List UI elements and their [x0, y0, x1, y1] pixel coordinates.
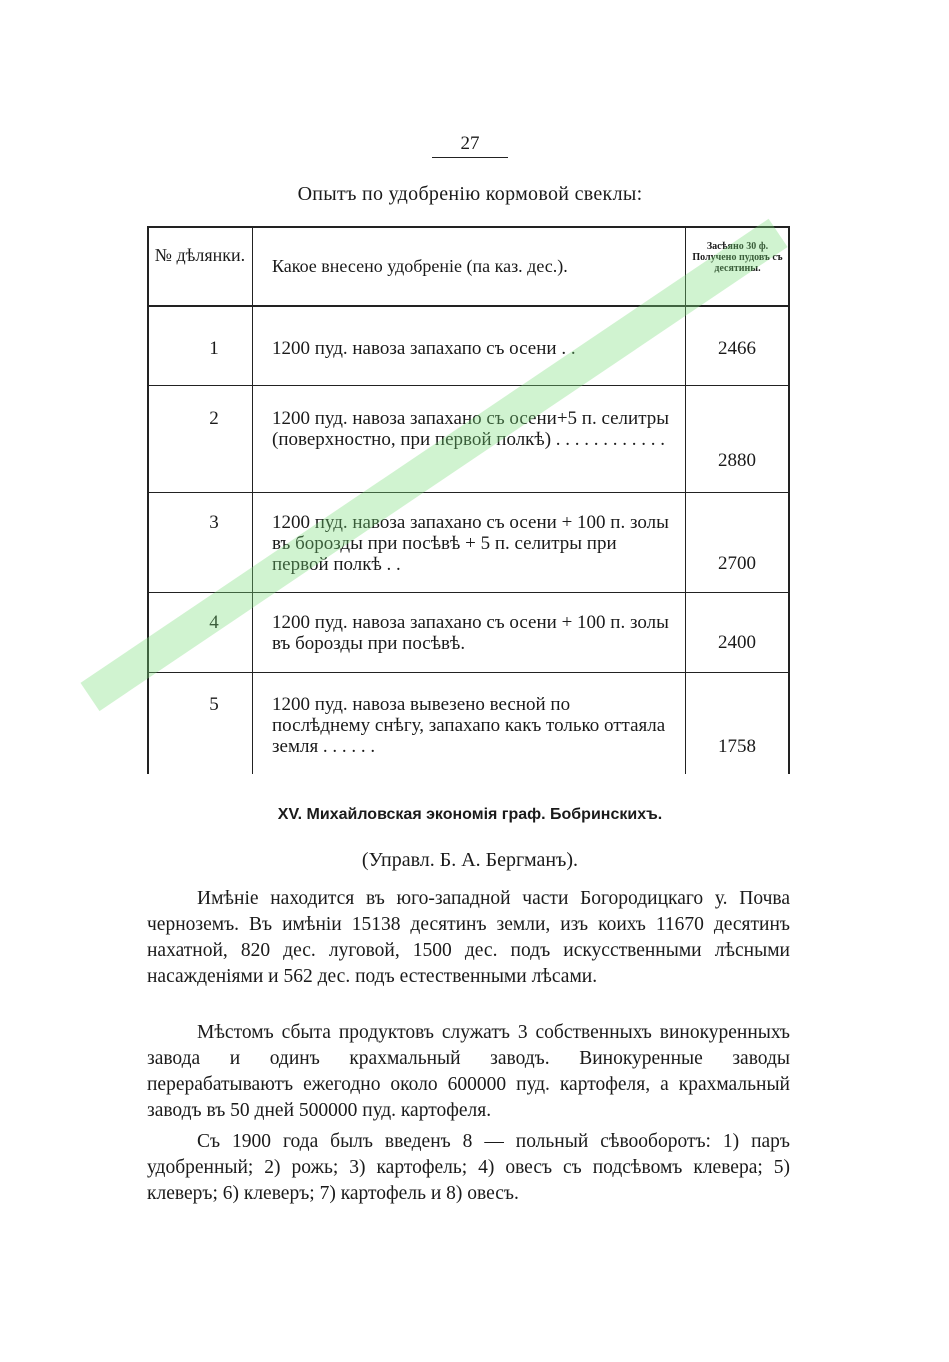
page-number: 27	[460, 133, 480, 154]
paragraph-rotation: Съ 1900 года былъ введенъ 8 — польный сѣвооборотъ: 1) паръ удобренный; 2) рожь; 3) картофель; 4) овесъ съ подсѣвомъ клевера; 5) клеверъ; 6) клеверъ; 7) картофель и 8) овесъ.	[147, 1131, 790, 1204]
page-number-underline	[432, 157, 508, 158]
table-row-fertilizer: 1200 пуд. навоза запахано съ осени+5 п. селитры (поверхностно, при первой полкѣ) . . . . . . . . . . . .	[272, 408, 670, 450]
manager-line: (Управл. Б. А. Бергманъ).	[361, 849, 579, 871]
table-row-yield: 2466	[718, 338, 756, 359]
table-row-yield: 2880	[718, 450, 756, 471]
table-row-yield: 2700	[718, 553, 756, 574]
table-row-fertilizer: 1200 пуд. навоза запахано съ осени + 100 п. золы въ борозды при посѣвѣ.	[272, 612, 669, 654]
table-row-yield: 2400	[718, 632, 756, 653]
section-title: XV. Михайловская экономія граф. Бобринскихъ.	[277, 806, 663, 823]
table-row-number: 1	[209, 338, 219, 359]
header-yield: Засѣяно 30 ф. Получено пудовъ съ десятины.	[692, 241, 783, 274]
table-row-number: 3	[209, 512, 219, 533]
row-divider	[147, 492, 790, 493]
table-title: Опытъ по удобренію кормовой свеклы:	[297, 183, 643, 205]
table-row-fertilizer: 1200 пуд. навоза запахапо съ осени . .	[272, 338, 576, 359]
header-plot-number: № дѣлянки.	[154, 245, 246, 265]
table-top-border	[147, 226, 790, 228]
table-row-number: 2	[209, 408, 219, 429]
table-right-border	[788, 226, 790, 774]
table-left-border	[147, 226, 149, 774]
row-divider	[147, 385, 790, 386]
column-divider-1	[252, 226, 253, 774]
table-row-fertilizer: 1200 пуд. навоза запахано съ осени + 100 п. золы въ борозды при посѣвѣ + 5 п. селитры при первой полкѣ . .	[272, 512, 669, 575]
table-row-yield: 1758	[718, 736, 756, 757]
table-row-number: 4	[209, 612, 219, 633]
table-row-number: 5	[209, 694, 219, 715]
table-row-fertilizer: 1200 пуд. навоза вывезено весной по послѣднему снѣгу, запахапо какъ только оттаяла земля . . . . . .	[272, 694, 666, 757]
paragraph-sales: Мѣстомъ сбыта продуктовъ служатъ 3 собственныхъ винокуренныхъ завода и одинъ крахмальный заводъ. Винокуренные заводы перерабатываютъ ежегодно около 600000 пуд. картофеля, а крахмальный заводъ въ 50 дней 500000 пуд. картофеля.	[147, 1022, 790, 1121]
header-fertilizer: Какое внесено удобреніе (па каз. дес.).	[272, 256, 568, 276]
paragraph-estate: Имѣніе находится въ юго-западной части Богородицкаго у. Почва черноземъ. Въ имѣніи 15138 десятинъ земли, изъ коихъ 11670 десятинъ нахатной, 820 дес. луговой, 1500 дес. подъ искусственными лѣсными насажденіями и 562 дес. подъ естественными лѣсами.	[147, 888, 790, 987]
row-divider	[147, 672, 790, 673]
